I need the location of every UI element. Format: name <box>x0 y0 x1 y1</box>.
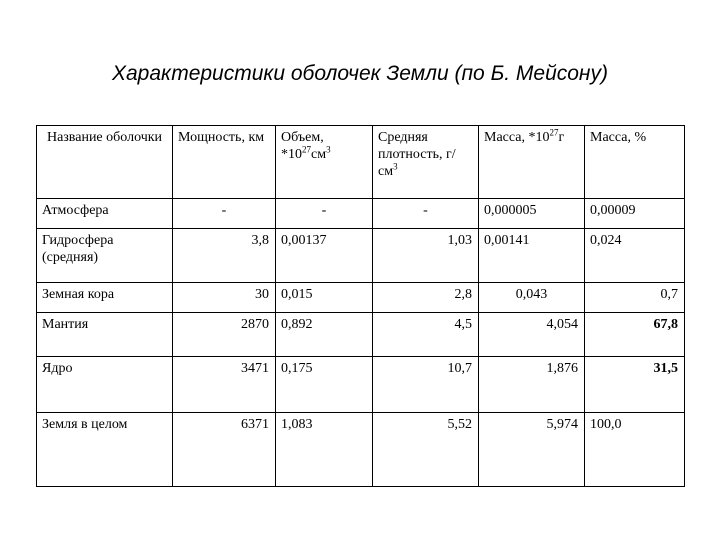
table-header-row <box>37 126 685 199</box>
cell-mass: 0,000005 <box>479 199 585 229</box>
cell-density: 4,5 <box>373 313 479 357</box>
cell-volume: 1,083 <box>276 413 373 487</box>
cell-density: 1,03 <box>373 229 479 283</box>
cell-mass-percent: 31,5 <box>585 357 685 413</box>
earth-shells-table <box>36 125 685 487</box>
cell-thickness: 30 <box>173 283 276 313</box>
cell-thickness: 2870 <box>173 313 276 357</box>
cell-density: - <box>373 199 479 229</box>
cell-volume: 0,892 <box>276 313 373 357</box>
cell-name: Земная кора <box>37 283 173 313</box>
cell-thickness: 6371 <box>173 413 276 487</box>
cell-mass: 5,974 <box>479 413 585 487</box>
cell-mass-percent: 0,024 <box>585 229 685 283</box>
header-mass-percent: Масса, % <box>585 126 685 199</box>
cell-mass-percent: 0,7 <box>585 283 685 313</box>
table-row <box>37 283 685 313</box>
header-density: Средняя плотность, $г/см^3$ <box>373 126 479 199</box>
cell-mass-percent: 100,0 <box>585 413 685 487</box>
cell-name: Гидросфера (средняя) <box>37 229 173 283</box>
header-thickness: Мощность, км <box>173 126 276 199</box>
cell-thickness: 3,8 <box>173 229 276 283</box>
cell-mass: 1,876 <box>479 357 585 413</box>
cell-thickness: 3471 <box>173 357 276 413</box>
table-row <box>37 357 685 413</box>
cell-volume: 0,015 <box>276 283 373 313</box>
cell-name: Земля в целом <box>37 413 173 487</box>
cell-name: Ядро <box>37 357 173 413</box>
cell-volume: - <box>276 199 373 229</box>
cell-mass: 0,00141 <box>479 229 585 283</box>
table-row <box>37 199 685 229</box>
cell-density: 10,7 <box>373 357 479 413</box>
page-title: Характеристики оболочек Земли (по Б. Мейсону) <box>112 62 608 85</box>
cell-density: 2,8 <box>373 283 479 313</box>
cell-thickness: - <box>173 199 276 229</box>
cell-volume: 0,175 <box>276 357 373 413</box>
header-volume: Объем, $*10^{27}см^3$ <box>276 126 373 199</box>
cell-density: 5,52 <box>373 413 479 487</box>
cell-mass: 0,043 <box>479 283 585 313</box>
header-mass: Масса, $*10^{27}г$ <box>479 126 585 199</box>
cell-mass: 4,054 <box>479 313 585 357</box>
header-name: Название оболочки <box>37 126 173 199</box>
table-row <box>37 229 685 283</box>
cell-volume: 0,00137 <box>276 229 373 283</box>
table-row <box>37 413 685 487</box>
table-row <box>37 313 685 357</box>
cell-mass-percent: 0,00009 <box>585 199 685 229</box>
cell-mass-percent: 67,8 <box>585 313 685 357</box>
cell-name: Мантия <box>37 313 173 357</box>
cell-name: Атмосфера <box>37 199 173 229</box>
